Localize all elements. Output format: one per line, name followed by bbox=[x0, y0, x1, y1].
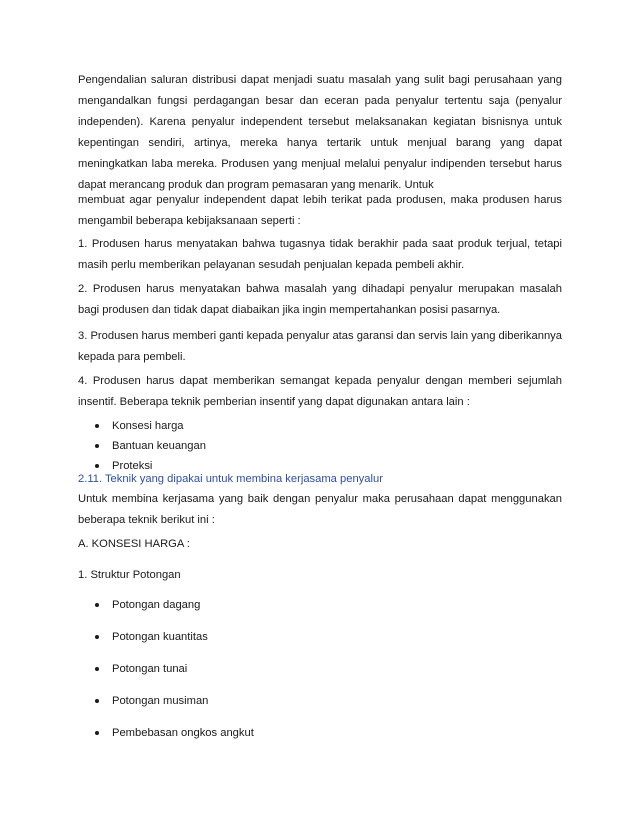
list-item: Proteksi bbox=[78, 456, 562, 476]
bullet-icon bbox=[95, 731, 99, 735]
list-item: Potongan tunai bbox=[78, 659, 562, 691]
discount-list bbox=[78, 595, 562, 755]
list-item: Pembebasan ongkos angkut bbox=[78, 723, 562, 755]
list-item: Konsesi harga bbox=[78, 416, 562, 436]
paragraph-intro: Pengendalian saluran distribusi dapat menjadi suatu masalah yang sulit bagi perusahaan yang mengandalkan fungsi perdagangan besar dan eceran pada penyalur tertentu saja (penyalur independen). Karena penyalur independent tersebut melaksanakan kegiatan bisnisnya untuk kepentingan sendiri, artinya, mereka hanya tertarik untuk menjual barang yang dapat meningkatkan laba mereka. Produsen yang menjual melalui penyalur indipenden tersebut harus dapat merancang produk dan program pemasaran yang menarik. Untuk bbox=[78, 74, 562, 191]
subheading-discount-structure: 1. Struktur Potongan bbox=[78, 569, 181, 581]
incentive-list bbox=[78, 416, 562, 476]
bullet-icon bbox=[95, 635, 99, 639]
bullet-icon bbox=[95, 444, 99, 448]
subheading-price-concession: A. KONSESI HARGA : bbox=[78, 538, 190, 550]
paragraph-techniques-intro: Untuk membina kerjasama yang baik dengan penyalur maka perusahaan dapat menggunakan beberapa teknik berikut ini : bbox=[78, 493, 562, 526]
bullet-icon bbox=[95, 424, 99, 428]
bullet-icon bbox=[95, 464, 99, 468]
section-heading: 2.11. Teknik yang dipakai untuk membina kerjasama penyalur bbox=[78, 473, 383, 485]
list-item: Potongan musiman bbox=[78, 691, 562, 723]
paragraph-point-1: 1. Produsen harus menyatakan bahwa tugasnya tidak berakhir pada saat produk terjual, tetapi masih perlu memberikan pelayanan sesudah penjualan kepada pembeli akhir. bbox=[78, 238, 562, 271]
list-item: Bantuan keuangan bbox=[78, 436, 562, 456]
paragraph-policies-intro: membuat agar penyalur independent dapat lebih terikat pada produsen, maka produsen harus mengambil beberapa kebijaksanaan seperti : bbox=[78, 194, 562, 227]
paragraph-point-4: 4. Produsen harus dapat memberikan semangat kepada penyalur dengan memberi sejumlah insentif. Beberapa teknik pemberian insentif yang dapat digunakan antara lain : bbox=[78, 375, 562, 408]
bullet-icon bbox=[95, 699, 99, 703]
list-item: Potongan dagang bbox=[78, 595, 562, 627]
paragraph-point-3: 3. Produsen harus memberi ganti kepada penyalur atas garansi dan servis lain yang diberikannya kepada para pembeli. bbox=[78, 330, 562, 363]
bullet-icon bbox=[95, 667, 99, 671]
paragraph-point-2: 2. Produsen harus menyatakan bahwa masalah yang dihadapi penyalur merupakan masalah bagi produsen dan tidak dapat diabaikan jika ingin mempertahankan posisi pasarnya. bbox=[78, 283, 562, 316]
bullet-icon bbox=[95, 603, 99, 607]
list-item: Potongan kuantitas bbox=[78, 627, 562, 659]
